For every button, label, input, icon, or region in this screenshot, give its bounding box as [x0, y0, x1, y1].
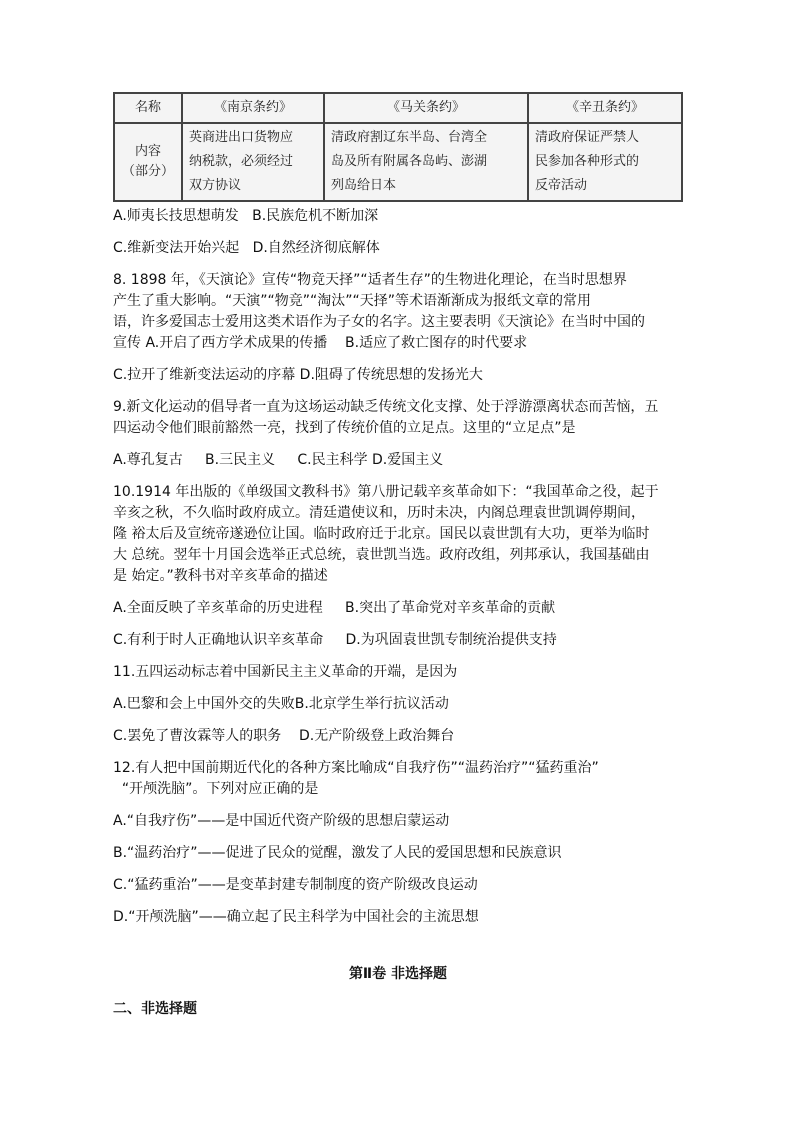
table-header-cell: 《辛丑条约》 [528, 93, 682, 123]
question-stem-line: 宣传 A.开启了西方学术成果的传播 B.适应了救亡图存的时代要求 [113, 335, 528, 351]
section-heading: 二、非选择题 [113, 1001, 197, 1017]
treaty-table [113, 92, 683, 202]
cell-line: 纳税款，必须经过 [189, 154, 294, 169]
question-list [113, 206, 683, 1020]
option-line: A.尊孔复古 B.三民主义 C.民主科学 D.爱国主义 [113, 452, 444, 468]
option-line: C.“猛药重治”——是变革封建专制制度的资产阶级改良运动 [113, 877, 478, 893]
question-8 [113, 270, 683, 386]
question-stem-line: 产生了重大影响。“天演”“物竞”“淘汰”“天择”等术语渐渐成为报纸文章的常用 [113, 293, 592, 309]
option-line: A.“自我疗伤”——是中国近代资产阶级的思想启蒙运动 [113, 813, 450, 829]
table-cell-xinchou [528, 123, 682, 201]
cell-line: 民参加各种形式的 [535, 154, 640, 169]
question-stem-line: 语，许多爱国志士爱用这类术语作为子女的名字。这主要表明《天演论》在当时中国的 [113, 314, 645, 330]
option-line: C.罢免了曹汝霖等人的职务 D.无产阶级登上政治舞台 [113, 728, 455, 744]
option-line: C.有利于时人正确地认识辛亥革命 D.为巩固袁世凯专制统治提供支持 [113, 632, 557, 648]
option-line: C.维新变法开始兴起 D.自然经济彻底解体 [113, 240, 380, 256]
question-stem-line: 辛亥之秋，不久临时政府成立。清廷遣使议和，历时未决，内阁总理袁世凯调停期间， [113, 505, 645, 521]
question-12 [113, 758, 683, 928]
cell-line: 反帝活动 [535, 178, 588, 193]
cell-line: 清政府割辽东半岛、台湾全 [331, 130, 488, 145]
question-stem-line: 隆 裕太后及宣统帝遂逊位让国。临时政府迁于北京。国民以袁世凯有大功，更举为临时 [113, 526, 650, 542]
option-line: D.“开颅洗脑”——确立起了民主科学为中国社会的主流思想 [113, 909, 479, 925]
section-title: 第Ⅱ卷 非选择题 [348, 966, 448, 982]
table-header-cell: 《南京条约》 [182, 93, 324, 123]
row-label [114, 123, 182, 201]
question-stem-line: 是 始定。”教科书对辛亥革命的描述 [113, 568, 328, 584]
question-stem-line: 10.1914 年出版的《单级国文教科书》第八册记载辛亥革命如下：“我国革命之役，起于 [113, 484, 659, 500]
option-line: A.师夷长技思想萌发 B.民族危机不断加深 [113, 208, 379, 224]
table-header-cell: 名称 [114, 93, 182, 123]
row-label-line: （部分） [121, 164, 174, 179]
table-header-row [114, 93, 682, 123]
cell-line: 列岛给日本 [331, 178, 397, 193]
cell-line: 英商进出口货物应 [189, 130, 294, 145]
question-stem-line: 9.新文化运动的倡导者一直为这场运动缺乏传统文化支撑、处于浮游漂离状态而苦恼，五 [113, 399, 659, 415]
cell-line: 双方协议 [189, 178, 242, 193]
question-stem-line: 12.有人把中国前期近代化的各种方案比喻成“自我疗伤”“温药治疗”“猛药重治” [113, 760, 599, 776]
table-row [114, 123, 682, 201]
question-stem-line: 四运动令他们眼前豁然一亮，找到了传统价值的立足点。这里的“立足点”是 [113, 420, 576, 436]
option-line: C.拉开了维新变法运动的序幕 D.阻碍了传统思想的发扬光大 [113, 367, 483, 383]
question-10 [113, 482, 683, 651]
question-11 [113, 662, 683, 747]
question-stem-line: 11.五四运动标志着中国新民主主义革命的开端，是因为 [113, 664, 458, 680]
question-7-options [113, 206, 683, 259]
option-line: B.“温药治疗”——促进了民众的觉醒，激发了人民的爱国思想和民族意识 [113, 845, 562, 861]
option-line: A.巴黎和会上中国外交的失败B.北京学生举行抗议活动 [113, 696, 449, 712]
table-cell-nanjing [182, 123, 324, 201]
row-label-line: 内容 [134, 144, 161, 159]
table-header-cell: 《马关条约》 [324, 93, 528, 123]
question-stem-line: 8. 1898 年，《天演论》宣传“物竞天择”“适者生存”的生物进化理论，在当时思想界 [113, 272, 627, 288]
cell-line: 岛及所有附属各岛屿、澎湖 [331, 154, 488, 169]
question-stem-line: “开颅洗脑”。下列对应正确的是 [113, 781, 319, 797]
table-cell-maguan [324, 123, 528, 201]
question-9 [113, 397, 683, 471]
cell-line: 清政府保证严禁人 [535, 130, 640, 145]
option-line: A.全面反映了辛亥革命的历史进程 B.突出了革命党对辛亥革命的贡献 [113, 600, 556, 616]
question-stem-line: 大 总统。翌年十月国会选举正式总统，袁世凯当选。政府改组，列邦承认，我国基础由 [113, 547, 650, 563]
